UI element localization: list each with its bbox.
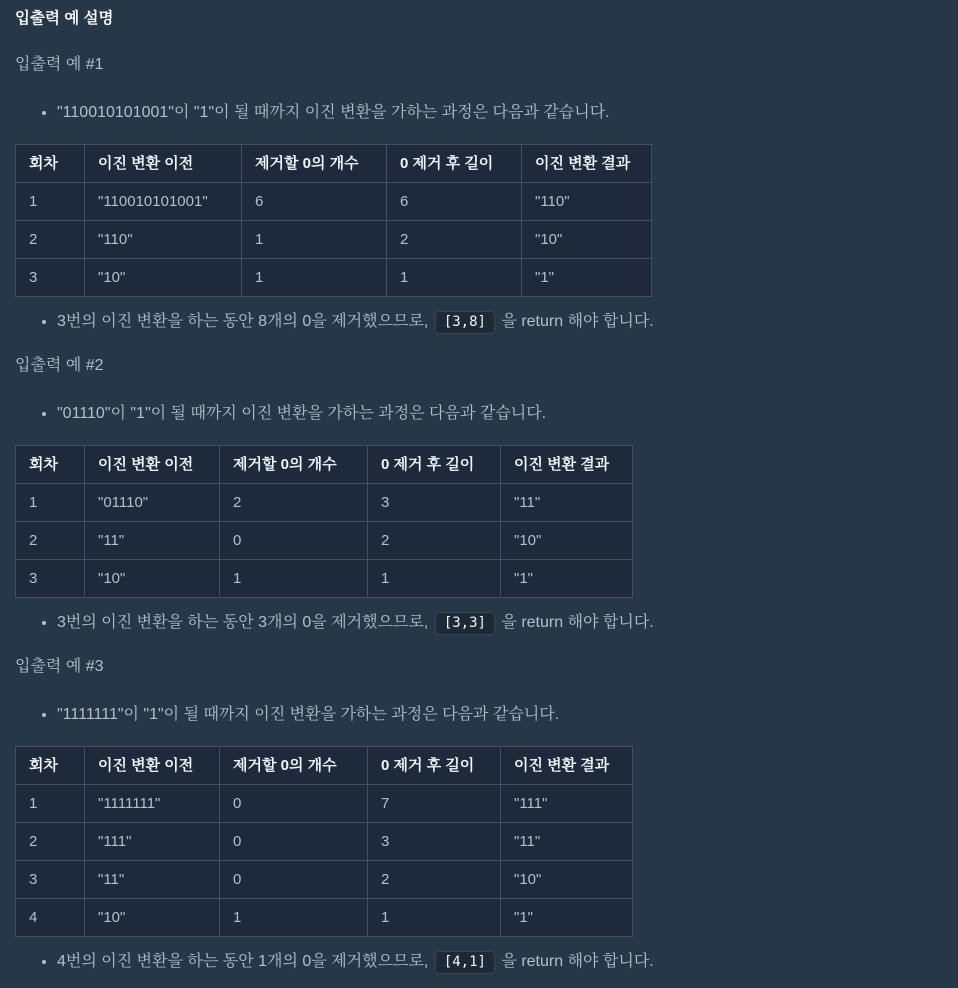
- column-header: 회차: [16, 446, 85, 484]
- table-cell: 1: [16, 785, 85, 823]
- table-cell: 1: [16, 183, 85, 221]
- table-row: [16, 522, 633, 560]
- column-header: 제거할 0의 개수: [220, 446, 368, 484]
- table-cell: 2: [368, 522, 501, 560]
- table-cell: 3: [368, 823, 501, 861]
- column-header: 이진 변환 결과: [522, 145, 652, 183]
- example-2-outro-item: [57, 610, 943, 636]
- column-header: 이진 변환 이전: [85, 747, 220, 785]
- table-cell: "10": [85, 899, 220, 937]
- table-cell: "10": [501, 522, 633, 560]
- return-value-code: [4,1]: [435, 951, 495, 974]
- example-3-outro-list: [15, 949, 943, 975]
- example-1-title: 입출력 예 #1: [15, 56, 104, 73]
- return-value-code: [3,8]: [435, 311, 495, 334]
- table-cell: 1: [387, 259, 522, 297]
- outro-text: 3번의 이진 변환을 하는 동안 3개의 0을 제거했으므로,: [57, 614, 433, 631]
- table-row: [16, 785, 633, 823]
- column-header: 제거할 0의 개수: [242, 145, 387, 183]
- table-cell: "1": [501, 560, 633, 598]
- table-cell: 3: [368, 484, 501, 522]
- conversion-table-2: [15, 445, 633, 598]
- table-row: [16, 221, 652, 259]
- example-3-intro-item: • "1111111"이 "1"이 될 때까지 이진 변환을 가하는 과정은 다음과 같습니다.: [57, 702, 943, 728]
- example-2-intro-item: • "01110"이 "1"이 될 때까지 이진 변환을 가하는 과정은 다음과 같습니다.: [57, 401, 943, 427]
- table-cell: "1": [501, 899, 633, 937]
- table-cell: 2: [16, 823, 85, 861]
- example-2-title: 입출력 예 #2: [15, 357, 104, 374]
- table-cell: "111": [85, 823, 220, 861]
- example-1-intro-list: [15, 100, 943, 126]
- table-cell: 3: [16, 259, 85, 297]
- table-cell: 2: [16, 221, 85, 259]
- table-row: [16, 861, 633, 899]
- example-3-intro-list: [15, 702, 943, 728]
- conversion-table-1: [15, 144, 652, 297]
- table-row: [16, 183, 652, 221]
- table-cell: 2: [387, 221, 522, 259]
- table-cell: 1: [242, 221, 387, 259]
- column-header: 이진 변환 이전: [85, 446, 220, 484]
- table-cell: 3: [16, 560, 85, 598]
- table-cell: 2: [220, 484, 368, 522]
- outro-text: 을 return 해야 합니다.: [496, 953, 654, 970]
- table-row: [16, 899, 633, 937]
- column-header: 이진 변환 결과: [501, 747, 633, 785]
- table-cell: 0: [220, 785, 368, 823]
- column-header: 회차: [16, 145, 85, 183]
- table-cell: "11": [501, 484, 633, 522]
- table-cell: "01110": [85, 484, 220, 522]
- table-cell: 6: [242, 183, 387, 221]
- table-cell: "110": [522, 183, 652, 221]
- table-cell: "11": [85, 861, 220, 899]
- column-header: 회차: [16, 747, 85, 785]
- table-cell: "1111111": [85, 785, 220, 823]
- table-cell: "10": [501, 861, 633, 899]
- table-cell: "110010101001": [85, 183, 242, 221]
- table-cell: 3: [16, 861, 85, 899]
- column-header: 제거할 0의 개수: [220, 747, 368, 785]
- example-1-intro-item: • "110010101001"이 "1"이 될 때까지 이진 변환을 가하는 과정은 다음과 같습니다.: [57, 100, 943, 126]
- table-cell: 1: [368, 899, 501, 937]
- example-2-outro-list: [15, 610, 943, 636]
- example-1-outro-list: [15, 309, 943, 335]
- column-header: 0 제거 후 길이: [387, 145, 522, 183]
- outro-text: 3번의 이진 변환을 하는 동안 8개의 0을 제거했으므로,: [57, 313, 433, 330]
- column-header: 0 제거 후 길이: [368, 446, 501, 484]
- column-header: 이진 변환 이전: [85, 145, 242, 183]
- table-cell: 1: [368, 560, 501, 598]
- section-title: 입출력 예 설명: [15, 10, 114, 27]
- table-cell: 2: [368, 861, 501, 899]
- example-3-title: 입출력 예 #3: [15, 658, 104, 675]
- table-cell: "10": [85, 560, 220, 598]
- table-cell: 1: [220, 560, 368, 598]
- table-cell: 0: [220, 522, 368, 560]
- table-header-row: [16, 747, 633, 785]
- table-cell: 1: [220, 899, 368, 937]
- table-row: [16, 560, 633, 598]
- outro-text: 4번의 이진 변환을 하는 동안 1개의 0을 제거했으므로,: [57, 953, 433, 970]
- table-cell: 2: [16, 522, 85, 560]
- return-value-code: [3,3]: [435, 612, 495, 635]
- table-cell: 1: [16, 484, 85, 522]
- conversion-table-3: [15, 746, 633, 937]
- table-cell: 4: [16, 899, 85, 937]
- example-3-outro-item: [57, 949, 943, 975]
- column-header: 0 제거 후 길이: [368, 747, 501, 785]
- table-cell: "11": [501, 823, 633, 861]
- table-cell: "110": [85, 221, 242, 259]
- table-cell: "111": [501, 785, 633, 823]
- table-header-row: [16, 145, 652, 183]
- table-cell: 6: [387, 183, 522, 221]
- table-row: [16, 823, 633, 861]
- table-row: [16, 484, 633, 522]
- example-1-outro-item: [57, 309, 943, 335]
- table-cell: "1": [522, 259, 652, 297]
- table-cell: "10": [522, 221, 652, 259]
- outro-text: 을 return 해야 합니다.: [496, 313, 654, 330]
- table-cell: 1: [242, 259, 387, 297]
- table-cell: 0: [220, 861, 368, 899]
- outro-text: 을 return 해야 합니다.: [496, 614, 654, 631]
- table-cell: 7: [368, 785, 501, 823]
- table-header-row: [16, 446, 633, 484]
- table-row: [16, 259, 652, 297]
- table-cell: "10": [85, 259, 242, 297]
- table-cell: 0: [220, 823, 368, 861]
- example-2-intro-list: [15, 401, 943, 427]
- column-header: 이진 변환 결과: [501, 446, 633, 484]
- table-cell: "11": [85, 522, 220, 560]
